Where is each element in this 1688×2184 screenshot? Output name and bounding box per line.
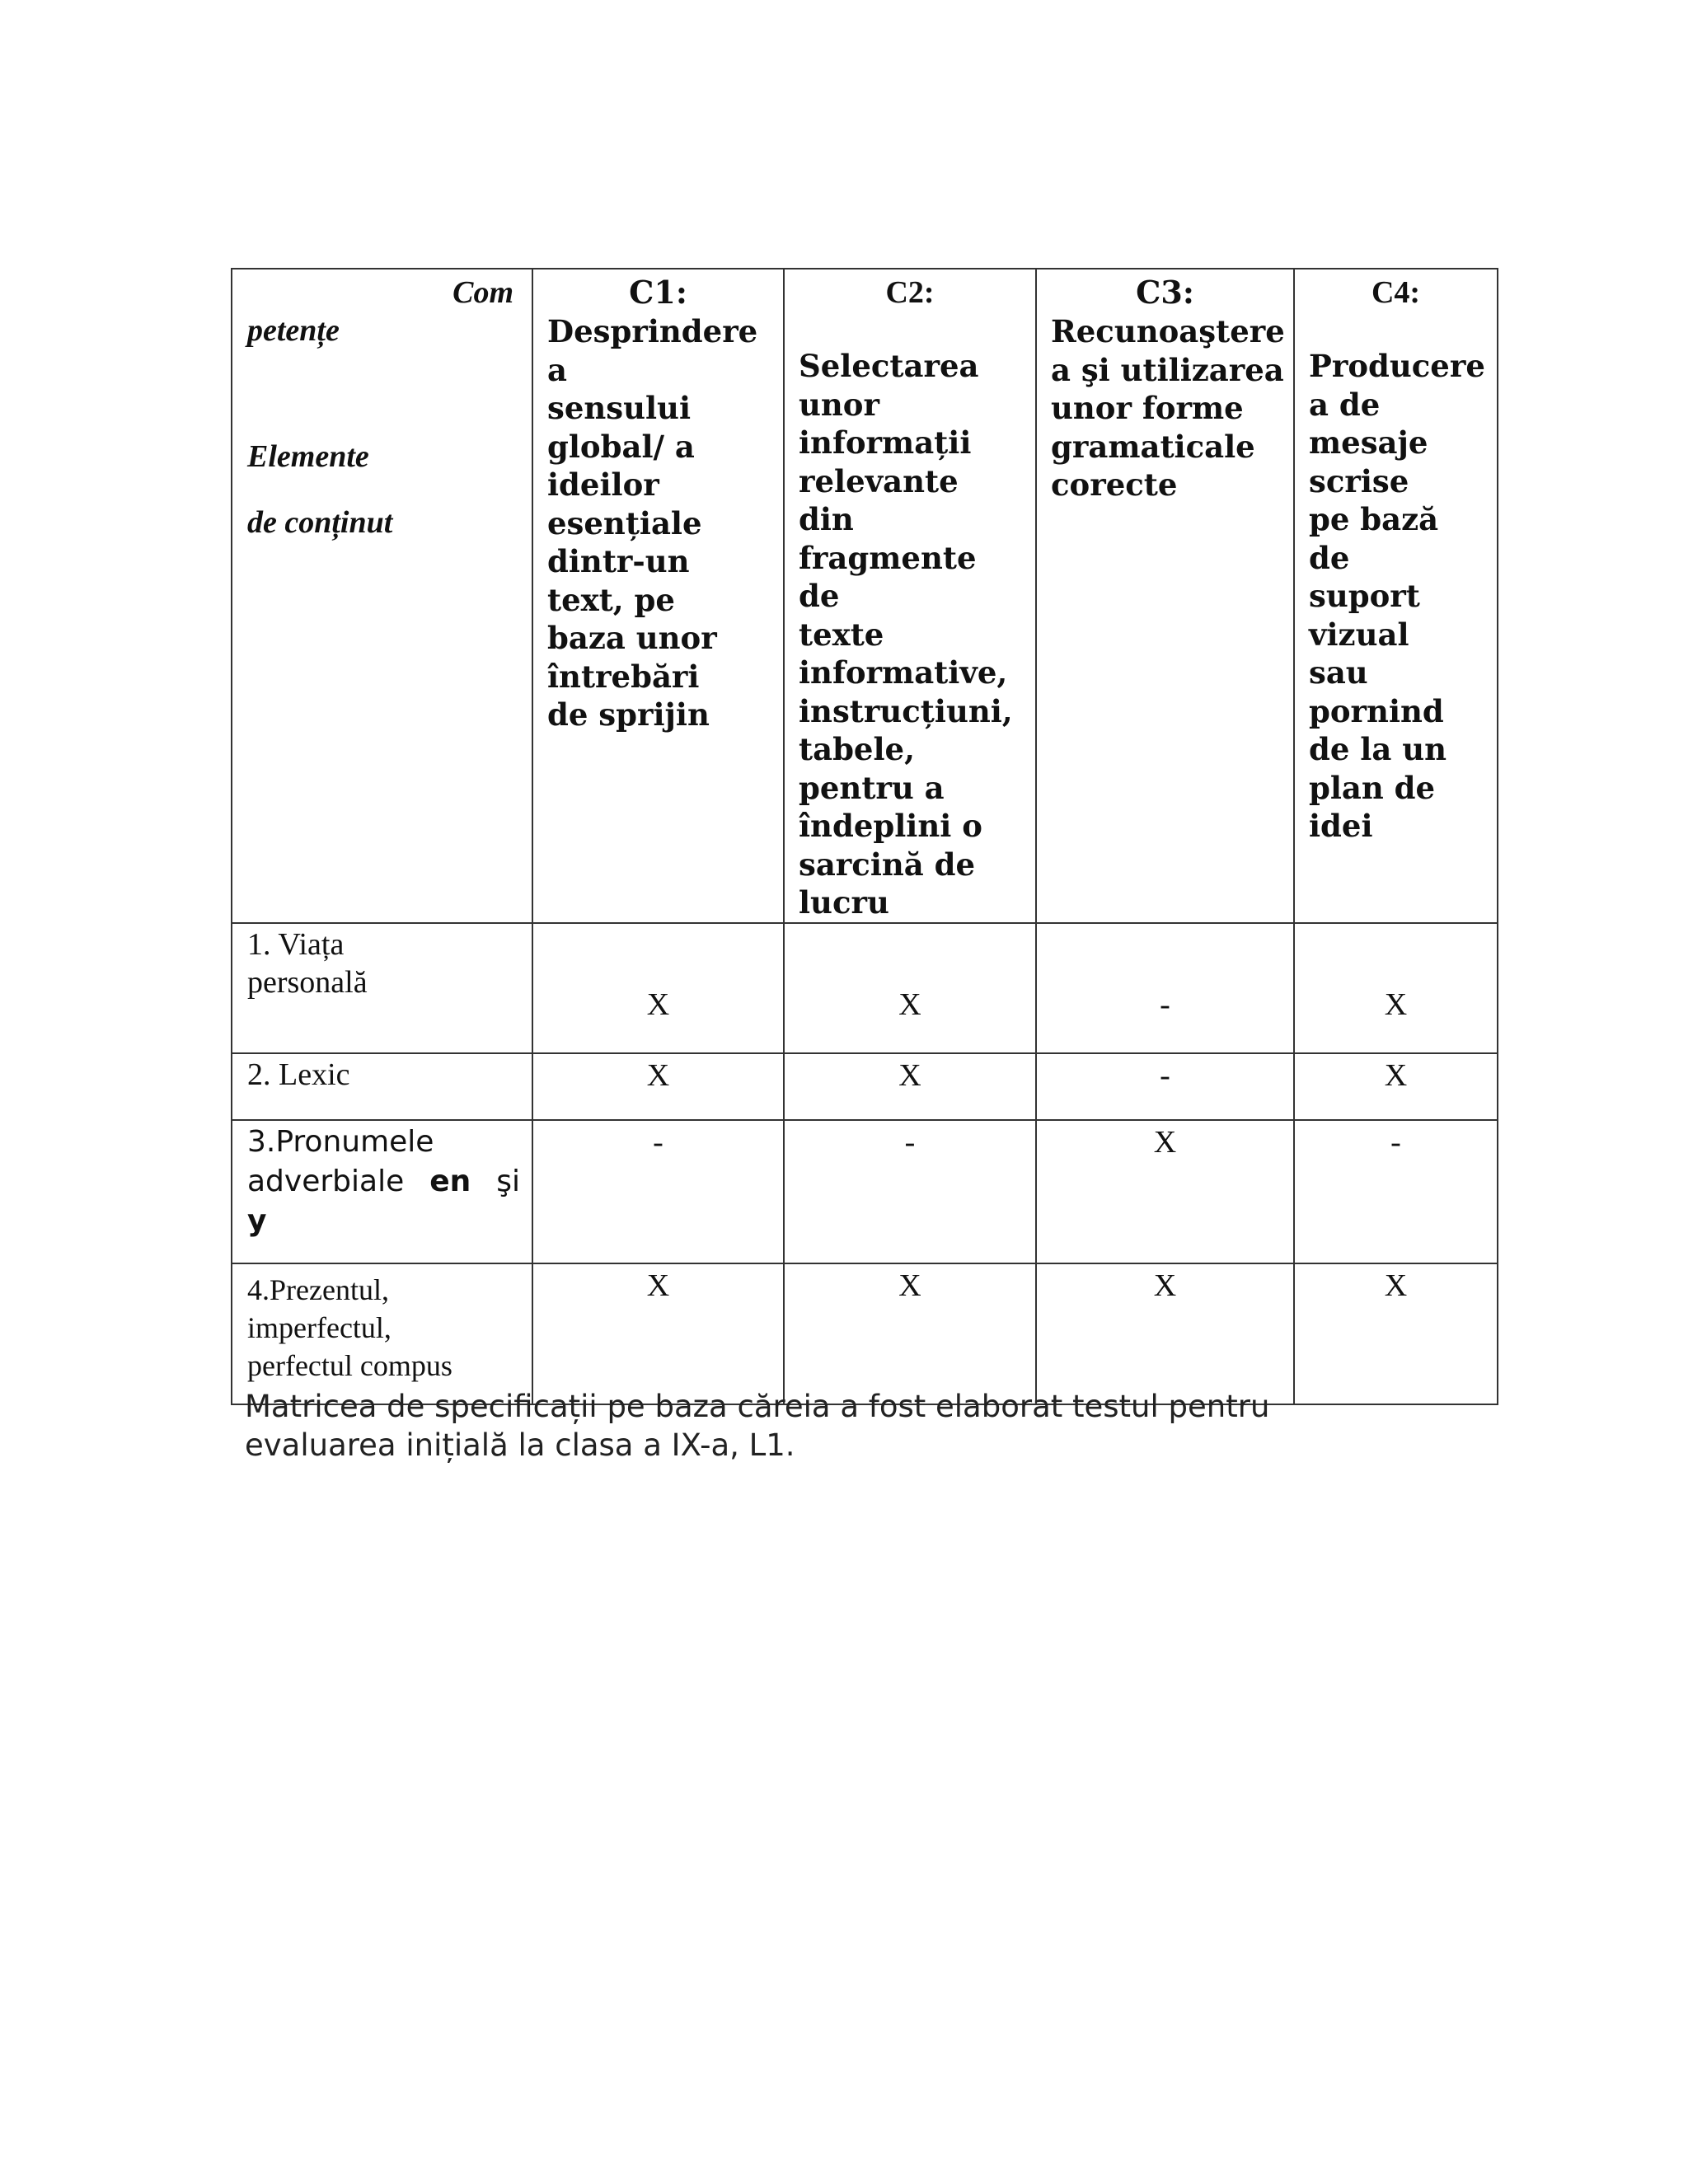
mark-cell — [1294, 1263, 1498, 1404]
content-element-cell — [232, 1263, 532, 1404]
header-row — [232, 269, 1498, 923]
mark-value: X — [1384, 1268, 1408, 1303]
content-element-label: 1. Viața — [247, 926, 345, 962]
mark-cell — [1294, 1120, 1498, 1263]
mark-cell — [784, 1120, 1036, 1263]
content-element-label: 3.Pronumele — [247, 1124, 434, 1159]
competence-header-c4 — [1294, 269, 1498, 923]
competence-code: C2: — [885, 275, 935, 310]
competence-description: Selectarea unor informații relevante din fragmente de texte informative, instrucțiuni, tabele, pentru a îndeplini o sarcină de lucru — [799, 348, 1013, 921]
content-element-keyword: en — [429, 1164, 471, 1198]
competence-description: Recunoaştere a şi utilizarea unor forme gramaticale corecte — [1051, 313, 1285, 503]
content-element-cell — [232, 1053, 532, 1120]
table-caption — [245, 1387, 1399, 1465]
corner-elemente: Elemente — [247, 439, 369, 474]
mark-cell — [532, 923, 784, 1053]
mark-cell — [1036, 923, 1294, 1053]
mark-cell — [1294, 923, 1498, 1053]
mark-value: X — [1153, 1268, 1177, 1303]
mark-cell — [1294, 1053, 1498, 1120]
mark-cell — [532, 1263, 784, 1404]
mark-value: X — [1384, 1057, 1408, 1093]
mark-value: X — [898, 987, 921, 1022]
mark-cell — [784, 923, 1036, 1053]
content-element-cell — [232, 923, 532, 1053]
table-row — [232, 923, 1498, 1053]
competence-code: C3: — [1136, 274, 1194, 311]
content-element-keyword: y — [247, 1203, 267, 1238]
mark-value: - — [1390, 1124, 1401, 1160]
content-element-label: 4.Prezentul, — [247, 1272, 389, 1306]
mark-cell — [1036, 1120, 1294, 1263]
mark-cell — [1036, 1263, 1294, 1404]
mark-cell — [784, 1053, 1036, 1120]
competence-code: C1: — [629, 274, 687, 311]
mark-cell — [532, 1120, 784, 1263]
mark-value: X — [1153, 1124, 1177, 1160]
mark-value: - — [1160, 1057, 1170, 1093]
table-row — [232, 1120, 1498, 1263]
table-row — [232, 1263, 1498, 1404]
corner-de-continut: de conținut — [247, 505, 393, 540]
mark-value: X — [646, 987, 670, 1022]
mark-value: - — [904, 1124, 916, 1160]
caption-line: Matricea de specificații pe baza căreia a fost elaborat testul pentru — [245, 1389, 1270, 1424]
mark-cell — [1036, 1053, 1294, 1120]
content-element-label: perfectul compus — [247, 1348, 452, 1382]
mark-cell — [784, 1263, 1036, 1404]
content-element-label: şi — [496, 1164, 520, 1198]
competence-header-c3 — [1036, 269, 1294, 923]
mark-value: X — [898, 1268, 921, 1303]
mark-value: X — [898, 1057, 921, 1093]
caption-line: evaluarea inițială la clasa a IX-a, L1. — [245, 1427, 795, 1463]
corner-competente-part1: Com — [452, 275, 513, 310]
mark-value: X — [646, 1057, 670, 1093]
content-element-cell — [232, 1120, 532, 1263]
competence-header-c1 — [532, 269, 784, 923]
table-row — [232, 1053, 1498, 1120]
mark-cell — [532, 1053, 784, 1120]
content-element-label: personală — [247, 964, 368, 1000]
mark-value: X — [646, 1268, 670, 1303]
mark-value: - — [1160, 987, 1170, 1022]
specification-matrix — [231, 268, 1498, 1405]
competence-description: Producere a de mesaje scrise pe bază de suport vizual sau pornind de la un plan de idei — [1309, 348, 1485, 844]
corner-cell — [232, 269, 532, 923]
content-element-label: adverbiale — [247, 1164, 405, 1198]
competence-description: Desprindere a sensului global/ a ideilor esențiale dintr-un text, pe baza unor întrebări de sprijin — [547, 313, 758, 733]
competence-code: C4: — [1371, 275, 1421, 310]
competence-header-c2 — [784, 269, 1036, 923]
mark-value: X — [1384, 987, 1408, 1022]
content-element-label: imperfectul, — [247, 1310, 392, 1344]
corner-competente-part2: petențe — [247, 313, 340, 348]
mark-value: - — [653, 1124, 663, 1160]
content-element-label: 2. Lexic — [247, 1057, 350, 1092]
